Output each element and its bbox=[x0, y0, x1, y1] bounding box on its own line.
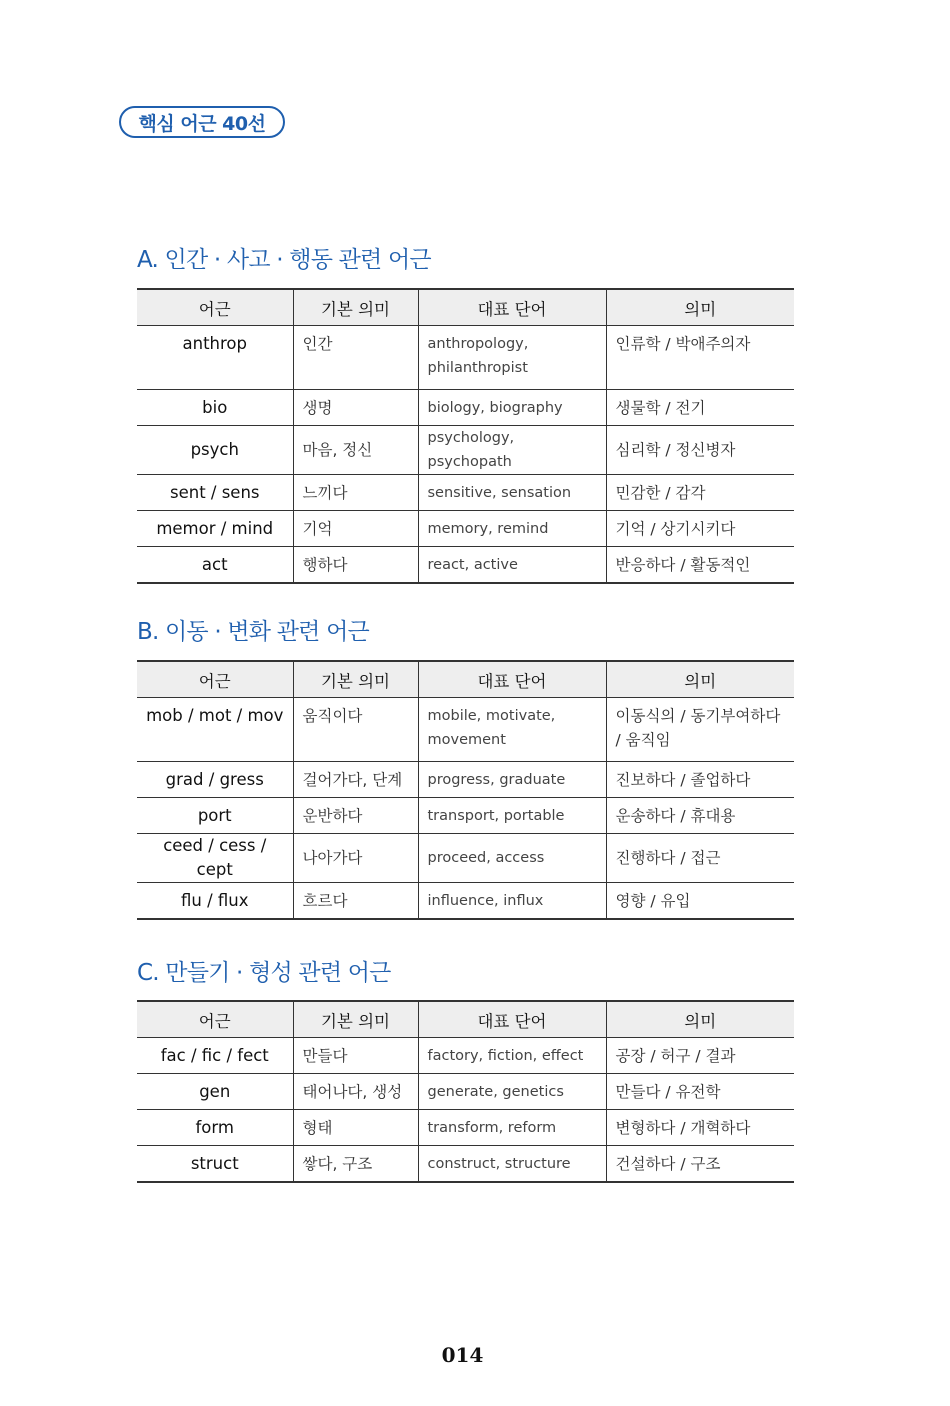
root-cell: sent / sens bbox=[137, 475, 293, 511]
header-meaning: 의미 bbox=[606, 289, 794, 326]
table-header-row bbox=[137, 289, 794, 326]
words-cell: progress, graduate bbox=[418, 762, 606, 798]
page-number: 014 bbox=[441, 1343, 484, 1367]
basic-meaning-cell: 만들다 bbox=[293, 1038, 418, 1074]
words-cell: proceed, access bbox=[418, 834, 606, 883]
words-cell: transform, reform bbox=[418, 1110, 606, 1146]
words-cell: generate, genetics bbox=[418, 1074, 606, 1110]
meaning-cell: 진보하다 / 졸업하다 bbox=[606, 762, 794, 798]
basic-meaning-cell: 마음, 정신 bbox=[293, 426, 418, 475]
section-b-title: B. 이동 · 변화 관련 어근 bbox=[137, 619, 369, 645]
basic-meaning-cell: 기억 bbox=[293, 511, 418, 547]
table-row bbox=[137, 475, 794, 511]
words-cell: construct, structure bbox=[418, 1146, 606, 1183]
root-cell: bio bbox=[137, 390, 293, 426]
meaning-cell: 영향 / 유입 bbox=[606, 883, 794, 920]
meaning-cell: 반응하다 / 활동적인 bbox=[606, 547, 794, 584]
table-row bbox=[137, 390, 794, 426]
meaning-cell: 심리학 / 정신병자 bbox=[606, 426, 794, 475]
section-a-table bbox=[137, 288, 794, 584]
words-cell: mobile, motivate, movement bbox=[418, 698, 606, 762]
section-c-table bbox=[137, 1000, 794, 1183]
table-row bbox=[137, 1038, 794, 1074]
words-cell: influence, influx bbox=[418, 883, 606, 920]
table-row bbox=[137, 798, 794, 834]
basic-meaning-cell: 나아가다 bbox=[293, 834, 418, 883]
root-cell: port bbox=[137, 798, 293, 834]
header-root: 어근 bbox=[137, 1001, 293, 1038]
table-row bbox=[137, 1110, 794, 1146]
root-cell: fac / fic / fect bbox=[137, 1038, 293, 1074]
basic-meaning-cell: 흐르다 bbox=[293, 883, 418, 920]
basic-meaning-cell: 걸어가다, 단계 bbox=[293, 762, 418, 798]
words-cell: transport, portable bbox=[418, 798, 606, 834]
table-row bbox=[137, 834, 794, 883]
basic-meaning-cell: 쌓다, 구조 bbox=[293, 1146, 418, 1183]
header-basic-meaning: 기본 의미 bbox=[293, 1001, 418, 1038]
header-root: 어근 bbox=[137, 661, 293, 698]
root-cell: grad / gress bbox=[137, 762, 293, 798]
root-cell: mob / mot / mov bbox=[137, 698, 293, 762]
meaning-cell: 만들다 / 유전학 bbox=[606, 1074, 794, 1110]
basic-meaning-cell: 태어나다, 생성 bbox=[293, 1074, 418, 1110]
header-basic-meaning: 기본 의미 bbox=[293, 289, 418, 326]
root-cell: ceed / cess / cept bbox=[137, 834, 293, 883]
header-representative-words: 대표 단어 bbox=[418, 1001, 606, 1038]
root-cell: flu / flux bbox=[137, 883, 293, 920]
root-cell: act bbox=[137, 547, 293, 584]
header-representative-words: 대표 단어 bbox=[418, 661, 606, 698]
table-row bbox=[137, 698, 794, 762]
meaning-cell: 공장 / 허구 / 결과 bbox=[606, 1038, 794, 1074]
meaning-cell: 진행하다 / 접근 bbox=[606, 834, 794, 883]
table-row bbox=[137, 762, 794, 798]
section-b-table bbox=[137, 660, 794, 920]
table-header-row bbox=[137, 661, 794, 698]
table-row bbox=[137, 511, 794, 547]
meaning-cell: 운송하다 / 휴대용 bbox=[606, 798, 794, 834]
root-cell: memor / mind bbox=[137, 511, 293, 547]
words-cell: anthropology, philanthropist bbox=[418, 326, 606, 390]
header-meaning: 의미 bbox=[606, 661, 794, 698]
meaning-cell: 기억 / 상기시키다 bbox=[606, 511, 794, 547]
meaning-cell: 이동식의 / 동기부여하다 / 움직임 bbox=[606, 698, 794, 762]
meaning-cell: 민감한 / 감각 bbox=[606, 475, 794, 511]
words-cell: memory, remind bbox=[418, 511, 606, 547]
table-row bbox=[137, 1146, 794, 1183]
section-c-title: C. 만들기 · 형성 관련 어근 bbox=[137, 960, 391, 986]
basic-meaning-cell: 움직이다 bbox=[293, 698, 418, 762]
root-cell: struct bbox=[137, 1146, 293, 1183]
header-representative-words: 대표 단어 bbox=[418, 289, 606, 326]
header-root: 어근 bbox=[137, 289, 293, 326]
table-row bbox=[137, 426, 794, 475]
header-meaning: 의미 bbox=[606, 1001, 794, 1038]
root-cell: gen bbox=[137, 1074, 293, 1110]
basic-meaning-cell: 생명 bbox=[293, 390, 418, 426]
root-cell: form bbox=[137, 1110, 293, 1146]
basic-meaning-cell: 형태 bbox=[293, 1110, 418, 1146]
words-cell: factory, fiction, effect bbox=[418, 1038, 606, 1074]
header-basic-meaning: 기본 의미 bbox=[293, 661, 418, 698]
basic-meaning-cell: 운반하다 bbox=[293, 798, 418, 834]
meaning-cell: 생물학 / 전기 bbox=[606, 390, 794, 426]
words-cell: sensitive, sensation bbox=[418, 475, 606, 511]
words-cell: react, active bbox=[418, 547, 606, 584]
meaning-cell: 변형하다 / 개혁하다 bbox=[606, 1110, 794, 1146]
section-a-title: A. 인간 · 사고 · 행동 관련 어근 bbox=[137, 247, 431, 273]
table-header-row bbox=[137, 1001, 794, 1038]
root-cell: psych bbox=[137, 426, 293, 475]
basic-meaning-cell: 느끼다 bbox=[293, 475, 418, 511]
words-cell: psychology, psychopath bbox=[418, 426, 606, 475]
meaning-cell: 인류학 / 박애주의자 bbox=[606, 326, 794, 390]
table-row bbox=[137, 883, 794, 920]
table-row bbox=[137, 326, 794, 390]
meaning-cell: 건설하다 / 구조 bbox=[606, 1146, 794, 1183]
words-cell: biology, biography bbox=[418, 390, 606, 426]
basic-meaning-cell: 행하다 bbox=[293, 547, 418, 584]
basic-meaning-cell: 인간 bbox=[293, 326, 418, 390]
root-cell: anthrop bbox=[137, 326, 293, 390]
table-row bbox=[137, 1074, 794, 1110]
section-badge: 핵심 어근 40선 bbox=[119, 106, 285, 138]
table-row bbox=[137, 547, 794, 584]
